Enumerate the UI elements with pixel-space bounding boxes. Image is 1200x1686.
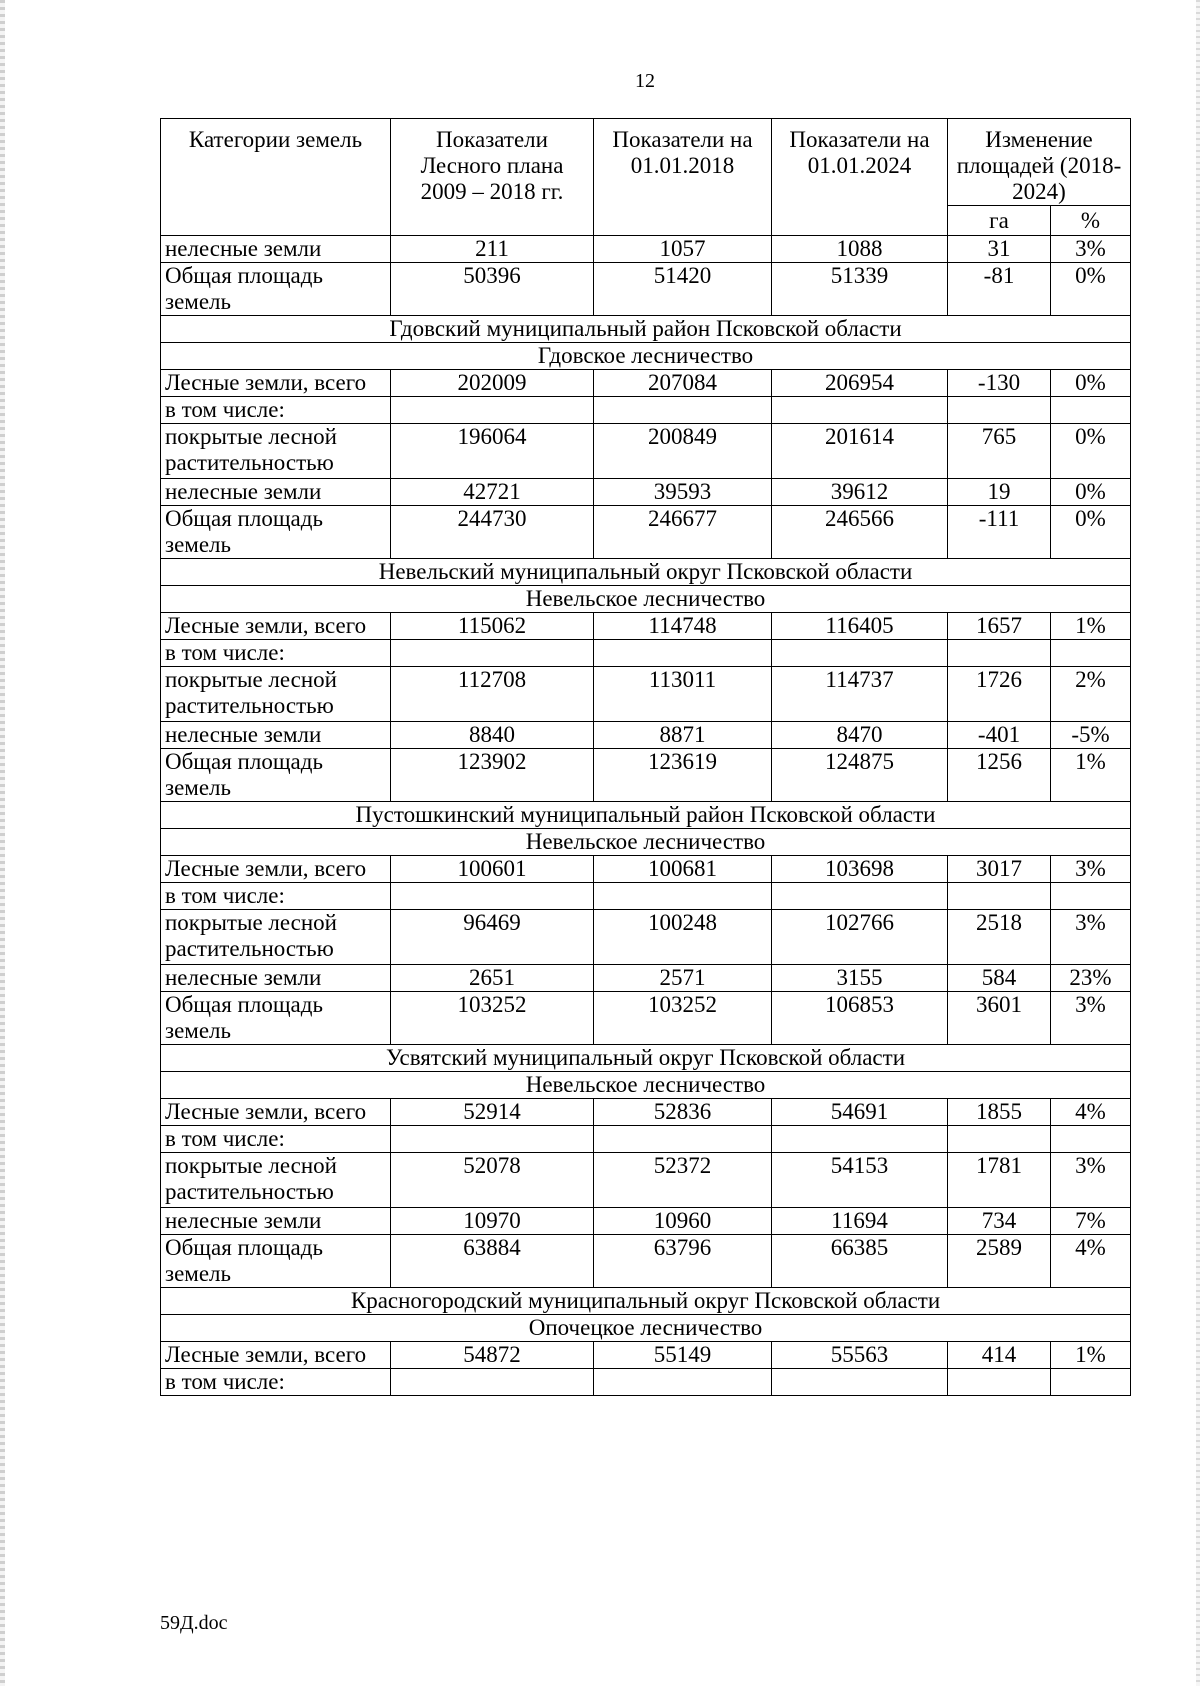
cell-2024: 55563	[772, 1342, 948, 1369]
section-title: Опочецкое лесничество	[161, 1315, 1131, 1342]
cell-2024: 54153	[772, 1153, 948, 1208]
cell-2024: 11694	[772, 1208, 948, 1235]
cell-change-ha	[948, 883, 1051, 910]
section-title: Невельский муниципальный округ Псковской области	[161, 559, 1131, 586]
cell-plan	[391, 397, 594, 424]
table-row	[161, 749, 1131, 802]
cell-plan: 115062	[391, 613, 594, 640]
header-category: Категории земель	[161, 119, 391, 236]
section-row	[161, 829, 1131, 856]
cell-2024: 8470	[772, 722, 948, 749]
cell-2024	[772, 397, 948, 424]
table-row	[161, 856, 1131, 883]
table-row	[161, 1342, 1131, 1369]
row-label: в том числе:	[161, 640, 391, 667]
cell-change-ha: 414	[948, 1342, 1051, 1369]
cell-change-ha: 734	[948, 1208, 1051, 1235]
page-number: 12	[635, 70, 655, 92]
table-row	[161, 1208, 1131, 1235]
cell-change-ha	[948, 1126, 1051, 1153]
row-label: Лесные земли, всего	[161, 370, 391, 397]
cell-change-pct: 4%	[1051, 1235, 1131, 1288]
cell-2024: 103698	[772, 856, 948, 883]
cell-change-ha	[948, 640, 1051, 667]
row-label: в том числе:	[161, 883, 391, 910]
row-label: нелесные земли	[161, 722, 391, 749]
section-title: Красногородский муниципальный округ Псковской области	[161, 1288, 1131, 1315]
cell-2024: 1088	[772, 236, 948, 263]
cell-plan: 10970	[391, 1208, 594, 1235]
cell-2018: 8871	[594, 722, 772, 749]
cell-change-ha: -111	[948, 506, 1051, 559]
table-row	[161, 667, 1131, 722]
cell-change-ha: 584	[948, 965, 1051, 992]
section-title: Невельское лесничество	[161, 586, 1131, 613]
cell-2018: 51420	[594, 263, 772, 316]
row-label: нелесные земли	[161, 479, 391, 506]
cell-2018: 103252	[594, 992, 772, 1045]
cell-change-pct: 3%	[1051, 1153, 1131, 1208]
cell-plan	[391, 1369, 594, 1396]
row-label: покрытые лесной растительностью	[161, 910, 391, 965]
cell-2024: 39612	[772, 479, 948, 506]
section-row	[161, 343, 1131, 370]
cell-change-ha: 3017	[948, 856, 1051, 883]
table-row	[161, 1235, 1131, 1288]
table-row	[161, 910, 1131, 965]
cell-2018: 200849	[594, 424, 772, 479]
cell-2018: 114748	[594, 613, 772, 640]
table-row	[161, 613, 1131, 640]
cell-change-pct: 0%	[1051, 479, 1131, 506]
row-label: в том числе:	[161, 1369, 391, 1396]
cell-change-ha: -81	[948, 263, 1051, 316]
table-row	[161, 1369, 1131, 1396]
row-label: в том числе:	[161, 1126, 391, 1153]
cell-change-pct: 2%	[1051, 667, 1131, 722]
scan-edge-left	[0, 0, 5, 1686]
row-label: Общая площадь земель	[161, 749, 391, 802]
row-label: нелесные земли	[161, 236, 391, 263]
cell-2018: 55149	[594, 1342, 772, 1369]
section-row	[161, 1045, 1131, 1072]
cell-2024: 102766	[772, 910, 948, 965]
table-row	[161, 506, 1131, 559]
cell-2018	[594, 1126, 772, 1153]
cell-change-pct	[1051, 1126, 1131, 1153]
row-label: Общая площадь земель	[161, 1235, 391, 1288]
cell-change-pct	[1051, 397, 1131, 424]
table-row	[161, 640, 1131, 667]
cell-2024: 124875	[772, 749, 948, 802]
cell-plan: 123902	[391, 749, 594, 802]
cell-plan: 103252	[391, 992, 594, 1045]
cell-2018: 52836	[594, 1099, 772, 1126]
cell-plan: 54872	[391, 1342, 594, 1369]
cell-change-ha: 19	[948, 479, 1051, 506]
cell-change-ha: 1781	[948, 1153, 1051, 1208]
table-row	[161, 236, 1131, 263]
cell-plan: 196064	[391, 424, 594, 479]
cell-2018: 10960	[594, 1208, 772, 1235]
cell-change-pct: -5%	[1051, 722, 1131, 749]
cell-change-pct: 0%	[1051, 424, 1131, 479]
section-title: Пустошкинский муниципальный район Псковской области	[161, 802, 1131, 829]
cell-change-pct	[1051, 883, 1131, 910]
header-2018: Показатели на 01.01.2018	[594, 119, 772, 236]
cell-change-pct: 3%	[1051, 910, 1131, 965]
cell-change-pct: 1%	[1051, 749, 1131, 802]
cell-change-ha: 31	[948, 236, 1051, 263]
cell-2018	[594, 640, 772, 667]
cell-plan	[391, 1126, 594, 1153]
row-label: Лесные земли, всего	[161, 1342, 391, 1369]
cell-plan: 244730	[391, 506, 594, 559]
table-row	[161, 722, 1131, 749]
cell-2018: 39593	[594, 479, 772, 506]
cell-plan: 52078	[391, 1153, 594, 1208]
cell-change-pct: 3%	[1051, 992, 1131, 1045]
footer-filename: 59Д.doc	[160, 1612, 228, 1634]
cell-plan: 100601	[391, 856, 594, 883]
cell-plan	[391, 640, 594, 667]
cell-2018: 2571	[594, 965, 772, 992]
table-row	[161, 424, 1131, 479]
cell-change-pct: 0%	[1051, 263, 1131, 316]
cell-plan: 96469	[391, 910, 594, 965]
section-row	[161, 1288, 1131, 1315]
table-row	[161, 263, 1131, 316]
row-label: Лесные земли, всего	[161, 856, 391, 883]
row-label: покрытые лесной растительностью	[161, 1153, 391, 1208]
header-ha: га	[948, 206, 1051, 236]
cell-2018: 1057	[594, 236, 772, 263]
cell-change-pct: 23%	[1051, 965, 1131, 992]
table-row	[161, 883, 1131, 910]
row-label: Общая площадь земель	[161, 506, 391, 559]
cell-change-ha: 765	[948, 424, 1051, 479]
row-label: покрытые лесной растительностью	[161, 667, 391, 722]
header-change: Изменение площадей (2018-2024)	[948, 119, 1131, 206]
cell-2024	[772, 1126, 948, 1153]
row-label: нелесные земли	[161, 965, 391, 992]
cell-plan: 112708	[391, 667, 594, 722]
cell-plan: 52914	[391, 1099, 594, 1126]
section-title: Невельское лесничество	[161, 1072, 1131, 1099]
section-row	[161, 802, 1131, 829]
table-body	[161, 236, 1131, 1396]
row-label: Лесные земли, всего	[161, 1099, 391, 1126]
cell-change-pct: 1%	[1051, 613, 1131, 640]
cell-2024: 66385	[772, 1235, 948, 1288]
cell-plan: 42721	[391, 479, 594, 506]
header-pct: %	[1051, 206, 1131, 236]
cell-change-pct	[1051, 1369, 1131, 1396]
cell-2018	[594, 883, 772, 910]
cell-change-pct: 3%	[1051, 236, 1131, 263]
section-row	[161, 316, 1131, 343]
cell-change-pct: 7%	[1051, 1208, 1131, 1235]
section-title: Невельское лесничество	[161, 829, 1131, 856]
row-label: Общая площадь земель	[161, 263, 391, 316]
section-title: Гдовское лесничество	[161, 343, 1131, 370]
cell-plan: 63884	[391, 1235, 594, 1288]
cell-change-pct: 3%	[1051, 856, 1131, 883]
cell-change-ha: 1256	[948, 749, 1051, 802]
cell-change-pct: 1%	[1051, 1342, 1131, 1369]
section-row	[161, 1315, 1131, 1342]
section-title: Гдовский муниципальный район Псковской области	[161, 316, 1131, 343]
cell-2024: 54691	[772, 1099, 948, 1126]
cell-change-ha: 1657	[948, 613, 1051, 640]
cell-2018: 207084	[594, 370, 772, 397]
cell-2018: 113011	[594, 667, 772, 722]
cell-change-ha: 2589	[948, 1235, 1051, 1288]
cell-change-ha: 1726	[948, 667, 1051, 722]
row-label: Лесные земли, всего	[161, 613, 391, 640]
cell-change-ha	[948, 1369, 1051, 1396]
cell-2024	[772, 640, 948, 667]
section-title: Усвятский муниципальный округ Псковской области	[161, 1045, 1131, 1072]
table-row	[161, 1153, 1131, 1208]
cell-change-pct: 4%	[1051, 1099, 1131, 1126]
cell-2018: 123619	[594, 749, 772, 802]
header-2024: Показатели на 01.01.2024	[772, 119, 948, 236]
cell-plan: 202009	[391, 370, 594, 397]
cell-change-ha: -130	[948, 370, 1051, 397]
section-row	[161, 586, 1131, 613]
cell-2018: 100248	[594, 910, 772, 965]
cell-2024: 246566	[772, 506, 948, 559]
cell-change-ha	[948, 397, 1051, 424]
cell-change-pct	[1051, 640, 1131, 667]
cell-2024: 106853	[772, 992, 948, 1045]
cell-2024: 114737	[772, 667, 948, 722]
cell-change-pct: 0%	[1051, 370, 1131, 397]
table-row	[161, 370, 1131, 397]
scan-edge-right	[1196, 0, 1200, 1686]
cell-2018: 246677	[594, 506, 772, 559]
row-label: нелесные земли	[161, 1208, 391, 1235]
cell-change-ha: 2518	[948, 910, 1051, 965]
table-row	[161, 992, 1131, 1045]
cell-change-ha: 1855	[948, 1099, 1051, 1126]
section-row	[161, 1072, 1131, 1099]
cell-plan: 211	[391, 236, 594, 263]
cell-plan	[391, 883, 594, 910]
table-row	[161, 1099, 1131, 1126]
row-label: в том числе:	[161, 397, 391, 424]
cell-change-ha: -401	[948, 722, 1051, 749]
cell-2018: 63796	[594, 1235, 772, 1288]
table-row	[161, 1126, 1131, 1153]
row-label: Общая площадь земель	[161, 992, 391, 1045]
cell-change-ha: 3601	[948, 992, 1051, 1045]
cell-2018: 52372	[594, 1153, 772, 1208]
cell-2024: 116405	[772, 613, 948, 640]
header-plan: Показатели Лесного плана 2009 – 2018 гг.	[391, 119, 594, 236]
cell-2018	[594, 1369, 772, 1396]
cell-plan: 8840	[391, 722, 594, 749]
section-row	[161, 559, 1131, 586]
cell-2024: 201614	[772, 424, 948, 479]
land-categories-table	[160, 118, 1131, 1396]
table-row	[161, 965, 1131, 992]
cell-2024: 206954	[772, 370, 948, 397]
table-row	[161, 397, 1131, 424]
cell-2024	[772, 1369, 948, 1396]
cell-2024: 3155	[772, 965, 948, 992]
cell-2024	[772, 883, 948, 910]
cell-plan: 50396	[391, 263, 594, 316]
cell-2024: 51339	[772, 263, 948, 316]
table-row	[161, 479, 1131, 506]
cell-2018: 100681	[594, 856, 772, 883]
row-label: покрытые лесной растительностью	[161, 424, 391, 479]
cell-2018	[594, 397, 772, 424]
cell-plan: 2651	[391, 965, 594, 992]
cell-change-pct: 0%	[1051, 506, 1131, 559]
